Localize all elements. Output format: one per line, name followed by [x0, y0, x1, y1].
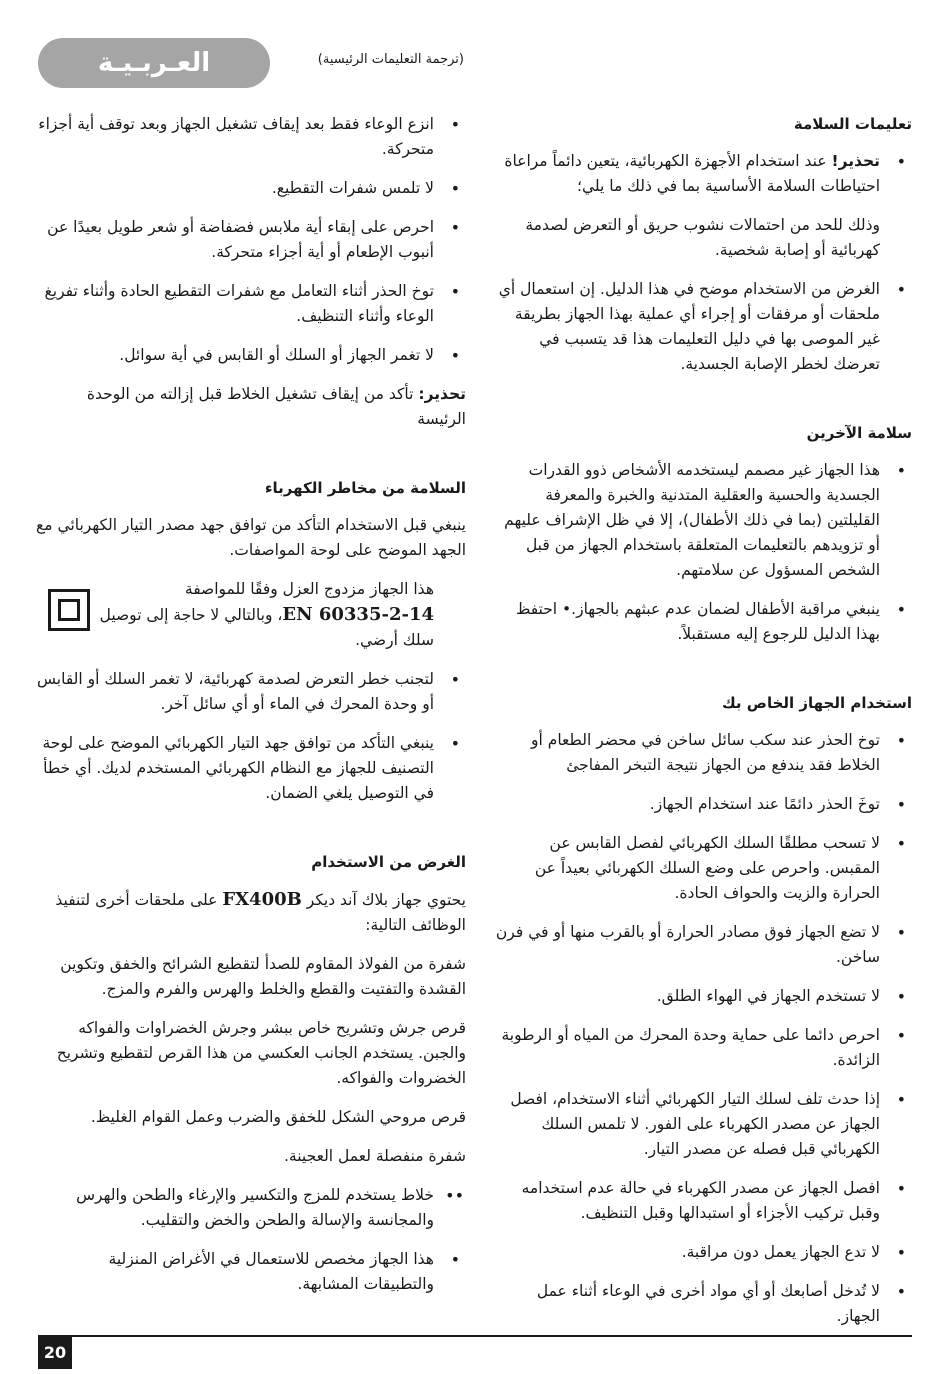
blade-list — [34, 112, 466, 368]
others-list — [490, 458, 912, 647]
purpose-intro — [34, 887, 466, 938]
double-insulation-text — [90, 577, 466, 653]
list-item: • افصل الجهاز عن مصدر الكهرباء في حالة عدم استخدامه وقبل تركيب الأجزاء أو استبدالها وقبل التنظيف. — [490, 1176, 912, 1226]
double-insulation-icon — [48, 589, 90, 631]
list-item: • ينبغي مراقبة الأطفال لضمان عدم عبثهم بالجهاز.• احتفظ بهذا الدليل للرجوع إليه مستقبلاً. — [490, 597, 912, 647]
list-item: • إذا حدث تلف لسلك التيار الكهربائي أثناء الاستخدام، افصل الجهاز عن مصدر الكهرباء على الفور. لا تلمس السلك الكهربائي قبل فصله عن مصدر التيار. — [490, 1087, 912, 1162]
electrical-title: السلامة من مخاطر الكهرباء — [264, 479, 466, 497]
electrical-list — [34, 667, 466, 806]
intended-list — [490, 277, 912, 377]
safety-list — [490, 149, 912, 199]
purpose-intro-b: على ملحقات أخرى لتنفيذ الوظائف التالية: — [55, 891, 466, 934]
list-item: • لا تضع الجهاز فوق مصادر الحرارة أو بالقرب منها أو في فرن ساخن. — [490, 920, 912, 970]
safety-paragraph: وذلك للحد من احتمالات نشوب حريق أو التعرض لصدمة كهربائية أو إصابة شخصية. — [525, 216, 880, 259]
list-item: • احرص على إبقاء أية ملابس فضفاضة أو شعر طويل بعيدًا عن أنبوب الإطعام أو أية أجزاء متحركة. — [34, 215, 466, 265]
list-item: • الغرض من الاستخدام موضح في هذا الدليل. إن استعمال أي ملحقات أو مرفقات أو إجراء أي عملية بهذا الجهاز بطريقة غير الموصى بها في دليل التعليمات هذا قد يتسبب في تعرضك لخطر الإصابة الجسدية. — [490, 277, 912, 377]
electrical-paragraph: ينبغي قبل الاستخدام التأكد من توافق جهد مصدر التيار الكهربائي مع الجهد الموضح على لوحة المواصفات. — [36, 516, 466, 559]
list-item: • لا تلمس شفرات التقطيع. — [34, 176, 466, 201]
purpose-paragraph: شفرة منفصلة لعمل العجينة. — [284, 1147, 466, 1165]
warning-lead: تحذير: — [418, 385, 466, 403]
list-item: • لا تسحب مطلقًا السلك الكهربائي لفصل القابس عن المقبس. واحرص على وضع السلك الكهربائي بعيداً عن الحرارة والزيت والحواف الحادة. — [490, 831, 912, 906]
list-item: • احرص دائما على حماية وحدة المحرك من المياه أو الرطوبة الزائدة. — [490, 1023, 912, 1073]
purpose-title: الغرض من الاستخدام — [311, 853, 466, 871]
double-insulation-text-b: ، وبالتالي لا حاجة إلى توصيل سلك أرضي. — [99, 606, 434, 649]
list-item: •• خلاط يستخدم للمزج والتكسير والإرغاء والطحن والهرس والمجانسة والإسالة والطحن والخض والتقليب. — [34, 1183, 466, 1233]
others-title: سلامة الآخرين — [806, 424, 912, 442]
list-item: • توخَ الحذر دائمًا عند استخدام الجهاز. — [490, 792, 912, 817]
footer-rule — [38, 1335, 912, 1337]
standard-number: EN 60335-2-14 — [282, 604, 434, 625]
warning-text: تأكد من إيقاف تشغيل الخلاط قبل إزالته من الوحدة الرئيسة — [86, 385, 466, 428]
safety-title: تعليمات السلامة — [793, 115, 912, 133]
purpose-paragraph: قرص جرش وتشريح خاص ببشر وجرش الخضراوات والفواكه والجبن. يستخدم الجانب العكسي من هذا القرص لتقطيع وتشريح الخضروات والفواكه. — [56, 1019, 466, 1087]
list-item: • انزع الوعاء فقط بعد إيقاف تشغيل الجهاز وبعد توقف أية أجزاء متحركة. — [34, 112, 466, 162]
use-list — [490, 728, 912, 1329]
left-column — [34, 112, 466, 1311]
use-title: استخدام الجهاز الخاص بك — [721, 694, 912, 712]
list-item: • ينبغي التأكد من توافق جهد التيار الكهربائي الموضح على لوحة التصنيف للجهاز مع النظام الكهربائي المستخدم لديك. أي خطأ في التوصيل يلغي الضمان. — [34, 731, 466, 806]
purpose-list — [34, 1183, 466, 1297]
language-tab: العـربـيـة — [38, 38, 270, 88]
warning-lead: تحذير! — [831, 152, 880, 170]
list-item — [490, 149, 912, 199]
double-insulation-note — [34, 577, 466, 653]
list-item: • لتجنب خطر التعرض لصدمة كهربائية، لا تغمر السلك أو القابس أو وحدة المحرك في الماء أو أي سائل آخر. — [34, 667, 466, 717]
warning-text: عند استخدام الأجهزة الكهربائية، يتعين دائماً مراعاة احتياطات السلامة الأساسية بما في ذلك ما يلي؛ — [504, 152, 880, 195]
list-item: • توخ الحذر أثناء التعامل مع شفرات التقطيع الحادة وأثناء تفريغ الوعاء وأثناء التنظيف. — [34, 279, 466, 329]
list-item: • لا تدع الجهاز يعمل دون مراقبة. — [490, 1240, 912, 1265]
purpose-paragraph: قرص مروحي الشكل للخفق والضرب وعمل القوام الغليظ. — [90, 1108, 466, 1126]
warning-paragraph — [34, 382, 466, 432]
purpose-intro-a: يحتوي جهاز بلاك آند ديكر — [301, 891, 466, 909]
model-number: FX400B — [222, 889, 302, 910]
list-item: • توخ الحذر عند سكب سائل ساخن في محضر الطعام أو الخلاط فقد يندفع من الجهاز نتيجة التبخر المفاجئ — [490, 728, 912, 778]
list-item: • لا تُدخل أصابعك أو أي مواد أخرى في الوعاء أثناء عمل الجهاز. — [490, 1279, 912, 1329]
double-insulation-text-a: هذا الجهاز مزدوج العزل وفقًا للمواصفة — [184, 580, 434, 598]
list-item: • هذا الجهاز مخصص للاستعمال في الأغراض المنزلية والتطبيقات المشابهة. — [34, 1247, 466, 1297]
page-number: 20 — [38, 1337, 72, 1369]
header-subtitle: (ترجمة التعليمات الرئيسية) — [317, 52, 464, 67]
right-column — [490, 112, 912, 1343]
list-item: • لا تغمر الجهاز أو السلك أو القابس في أية سوائل. — [34, 343, 466, 368]
list-item: • لا تستخدم الجهاز في الهواء الطلق. — [490, 984, 912, 1009]
purpose-paragraph: شفرة من الفولاذ المقاوم للصدأ لتقطيع الشرائح والخفق وتكوين القشدة والتفتيت والقطع والخلط والهرس والفرم والمزج. — [60, 955, 466, 998]
list-item: • هذا الجهاز غير مصمم ليستخدمه الأشخاص ذوو القدرات الجسدية والحسية والعقلية المتدنية والخبرة والمعرفة القليلتين (بما في ذلك الأطفال)، إلا في ظل الإشراف عليهم أو تزويدهم بالتعليمات المتعلقة باستخدام الجهاز من قبل الشخص المسؤول عن سلامتهم. — [490, 458, 912, 583]
